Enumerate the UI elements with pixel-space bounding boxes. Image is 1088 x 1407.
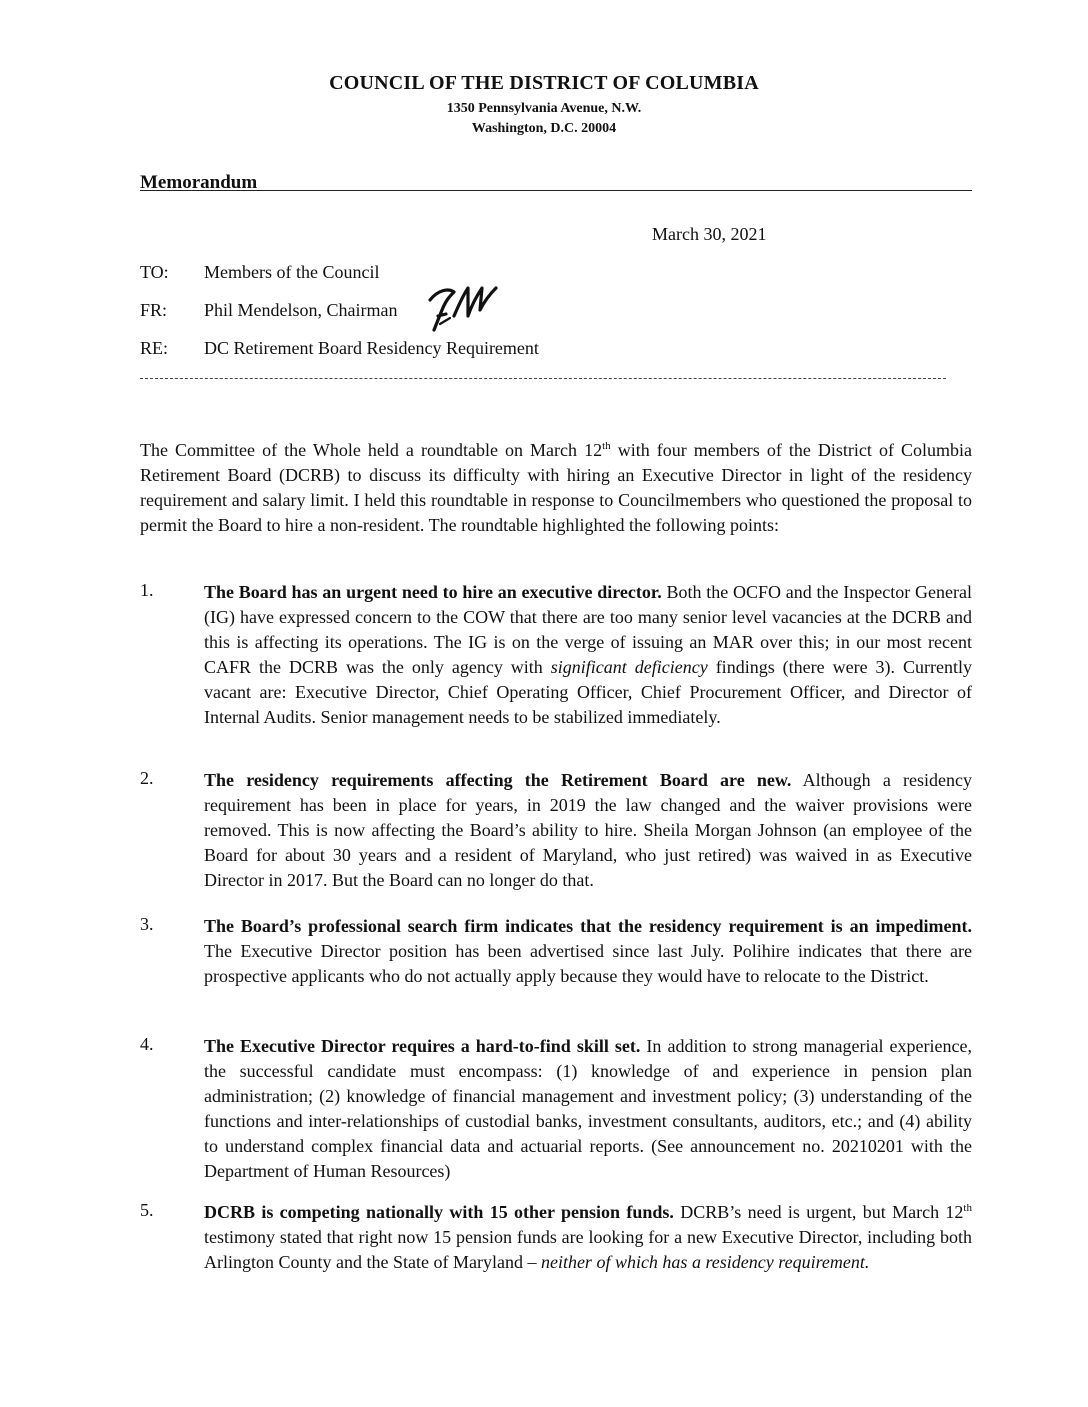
item-text — [204, 768, 972, 893]
item-body: DCRB’s need is urgent, but March 12 — [673, 1202, 964, 1222]
item-text — [204, 580, 972, 730]
item-heading: The Board’s professional search firm indicates that the residency requirement is an impediment. — [204, 916, 972, 936]
from-label: FR: — [140, 300, 168, 320]
item-number: 4. — [140, 1034, 154, 1054]
item-number: 2. — [140, 768, 154, 788]
item-body: In addition to strong managerial experience, the successful candidate must encompass: (1) knowledge of and experience in pension plan administration; (2) knowledge of financial management and investment policy; (3) understanding of the functions and inter-relationships of custodial banks, investment consultants, auditors, etc.; and (4) ability to understand complex financial data and actuarial reports. (See announcement no. 20210201 with the Department of Human Resources) — [204, 1036, 972, 1181]
item-text — [204, 914, 972, 989]
item-text — [204, 1034, 972, 1184]
item-text — [204, 1200, 972, 1275]
memo-title: Memorandum — [140, 172, 258, 193]
intro-paragraph — [140, 438, 972, 538]
from-value: Phil Mendelson, Chairman — [204, 300, 398, 320]
item-body: Both the OCFO and the Inspector General (IG) have expressed concern to the COW that there are too many senior level vacancies at the DCRB and this is affecting its operations. The IG is on the verge of issuing an MAR over this; in our most recent CAFR the DCRB was the only agency with — [204, 582, 972, 677]
item-body: The Executive Director position has been advertised since last July. Polihire indicates that there are prospective applicants who do not actually apply because they would have to relocate to the District. — [204, 941, 972, 986]
letterhead-address-line1: 1350 Pennsylvania Avenue, N.W. — [446, 101, 642, 116]
item-emphasis: significant deficiency — [550, 657, 708, 677]
title-rule — [140, 190, 972, 191]
intro-superscript: th — [602, 440, 611, 452]
re-value: DC Retirement Board Residency Requirement — [204, 338, 539, 358]
item-heading: The residency requirements affecting the Retirement Board are new. — [204, 770, 792, 790]
item-number: 3. — [140, 914, 154, 934]
item-heading: The Executive Director requires a hard-to-find skill set. — [204, 1036, 641, 1056]
item-heading: The Board has an urgent need to hire an executive director. — [204, 582, 662, 602]
intro-text-part2: with four members of the District of Columbia Retirement Board (DCRB) to discuss its difficulty with hiring an Executive Director in light of the residency requirement and salary limit. I held this roundtable in response to Councilmembers who questioned the proposal to permit the Board to hire a non-resident. The roundtable highlighted the following points: — [140, 440, 973, 535]
re-label: RE: — [140, 338, 169, 358]
item-number: 1. — [140, 580, 154, 600]
item-superscript: th — [963, 1202, 972, 1214]
header-divider — [140, 378, 946, 379]
handwritten-initials-signature — [424, 280, 504, 338]
to-label: TO: — [140, 262, 169, 282]
item-heading: DCRB is competing nationally with 15 other pension funds. — [204, 1202, 674, 1222]
to-value: Members of the Council — [204, 262, 380, 282]
intro-text-part1: The Committee of the Whole held a roundtable on March 12 — [140, 440, 603, 460]
item-number: 5. — [140, 1200, 154, 1220]
letterhead-org: COUNCIL OF THE DISTRICT OF COLUMBIA — [329, 72, 759, 94]
letterhead-address-line2: Washington, D.C. 20004 — [471, 121, 617, 136]
item-body-cont: findings (there were 3). Currently vacant are: Executive Director, Chief Operating Officer, Chief Procurement Officer, and Director of Internal Audits. Senior management needs to be stabilized immediately. — [204, 657, 973, 727]
memo-date: March 30, 2021 — [652, 224, 767, 244]
item-body: Although a residency requirement has been in place for years, in 2019 the law changed and the waiver provisions were removed. This is now affecting the Board’s ability to hire. Sheila Morgan Johnson (an employee of the Board for about 30 years and a resident of Maryland, who just retired) was waived in as Executive Director in 2017. But the Board can no longer do that. — [204, 770, 972, 890]
item-emphasis: neither of which has a residency requirement. — [540, 1252, 870, 1272]
item-body-cont: testimony stated that right now 15 pension funds are looking for a new Executive Director, including both Arlington County and the State of Maryland – — [204, 1227, 972, 1272]
